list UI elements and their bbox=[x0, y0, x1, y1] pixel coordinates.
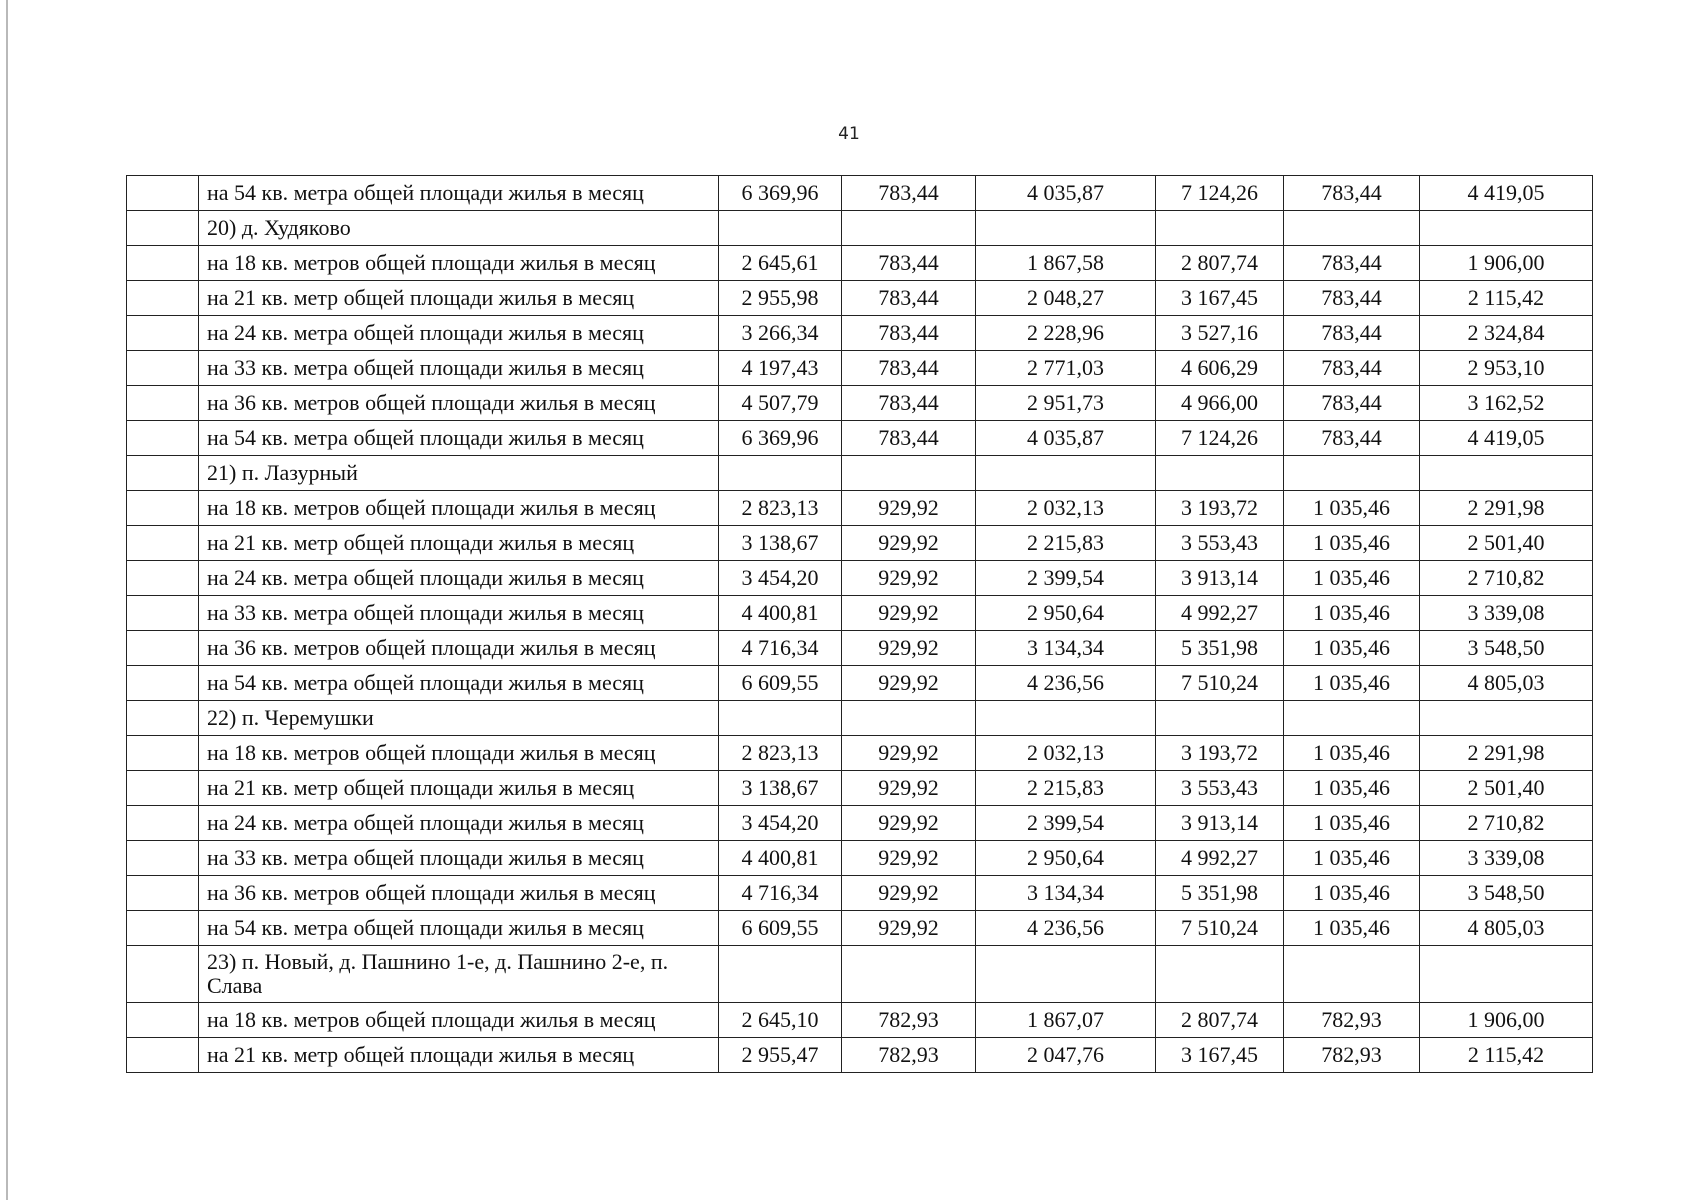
value-cell-col4: 3 553,43 bbox=[1156, 526, 1284, 561]
value-cell-col6: 4 419,05 bbox=[1420, 176, 1593, 211]
value-cell-col5: 1 035,46 bbox=[1284, 841, 1420, 876]
index-cell bbox=[127, 456, 199, 491]
value-cell-col6: 2 953,10 bbox=[1420, 351, 1593, 386]
value-cell-col5 bbox=[1284, 701, 1420, 736]
area-norm-cell: на 18 кв. метров общей площади жилья в месяц bbox=[199, 736, 719, 771]
value-cell-col1: 2 955,47 bbox=[719, 1038, 842, 1073]
value-cell-col2 bbox=[842, 701, 976, 736]
value-cell-col1: 6 609,55 bbox=[719, 911, 842, 946]
table-row bbox=[127, 351, 1593, 386]
value-cell-col2: 929,92 bbox=[842, 491, 976, 526]
value-cell-col5: 1 035,46 bbox=[1284, 911, 1420, 946]
value-cell-col5: 1 035,46 bbox=[1284, 491, 1420, 526]
value-cell-col4: 3 167,45 bbox=[1156, 1038, 1284, 1073]
value-cell-col1: 2 645,10 bbox=[719, 1003, 842, 1038]
value-cell-col3: 2 215,83 bbox=[976, 526, 1156, 561]
value-cell-col3: 2 047,76 bbox=[976, 1038, 1156, 1073]
value-cell-col5: 782,93 bbox=[1284, 1038, 1420, 1073]
value-cell-col5: 1 035,46 bbox=[1284, 526, 1420, 561]
value-cell-col5 bbox=[1284, 946, 1420, 1003]
value-cell-col1: 6 369,96 bbox=[719, 176, 842, 211]
value-cell-col1: 2 823,13 bbox=[719, 491, 842, 526]
value-cell-col6: 1 906,00 bbox=[1420, 1003, 1593, 1038]
value-cell-col3: 2 215,83 bbox=[976, 771, 1156, 806]
value-cell-col3: 4 236,56 bbox=[976, 666, 1156, 701]
value-cell-col6 bbox=[1420, 946, 1593, 1003]
value-cell-col5: 783,44 bbox=[1284, 386, 1420, 421]
page-number: 41 bbox=[838, 124, 860, 144]
table-row bbox=[127, 736, 1593, 771]
value-cell-col5 bbox=[1284, 211, 1420, 246]
area-norm-cell: на 54 кв. метра общей площади жилья в месяц bbox=[199, 911, 719, 946]
area-norm-cell: на 36 кв. метров общей площади жилья в месяц bbox=[199, 876, 719, 911]
index-cell bbox=[127, 876, 199, 911]
value-cell-col3: 2 399,54 bbox=[976, 561, 1156, 596]
value-cell-col5: 782,93 bbox=[1284, 1003, 1420, 1038]
area-norm-cell: на 24 кв. метра общей площади жилья в месяц bbox=[199, 561, 719, 596]
value-cell-col6 bbox=[1420, 456, 1593, 491]
index-cell bbox=[127, 491, 199, 526]
value-cell-col5: 1 035,46 bbox=[1284, 596, 1420, 631]
area-norm-cell: на 54 кв. метра общей площади жилья в месяц bbox=[199, 176, 719, 211]
value-cell-col6: 2 115,42 bbox=[1420, 281, 1593, 316]
index-cell bbox=[127, 1003, 199, 1038]
value-cell-col2: 929,92 bbox=[842, 596, 976, 631]
table-row bbox=[127, 246, 1593, 281]
table-row bbox=[127, 421, 1593, 456]
tariff-table-body bbox=[127, 176, 1593, 1073]
index-cell bbox=[127, 526, 199, 561]
value-cell-col5: 1 035,46 bbox=[1284, 666, 1420, 701]
value-cell-col5: 1 035,46 bbox=[1284, 736, 1420, 771]
value-cell-col4: 4 966,00 bbox=[1156, 386, 1284, 421]
value-cell-col3: 1 867,07 bbox=[976, 1003, 1156, 1038]
value-cell-col5: 1 035,46 bbox=[1284, 561, 1420, 596]
group-header-row bbox=[127, 946, 1593, 1003]
value-cell-col6: 3 339,08 bbox=[1420, 841, 1593, 876]
index-cell bbox=[127, 351, 199, 386]
area-norm-cell: на 36 кв. метров общей площади жилья в месяц bbox=[199, 386, 719, 421]
settlement-name-cell: 22) п. Черемушки bbox=[199, 701, 719, 736]
value-cell-col1 bbox=[719, 456, 842, 491]
value-cell-col2: 929,92 bbox=[842, 631, 976, 666]
value-cell-col4: 3 193,72 bbox=[1156, 491, 1284, 526]
value-cell-col3: 2 032,13 bbox=[976, 736, 1156, 771]
index-cell bbox=[127, 701, 199, 736]
value-cell-col4: 4 992,27 bbox=[1156, 596, 1284, 631]
value-cell-col5: 783,44 bbox=[1284, 316, 1420, 351]
value-cell-col6: 2 291,98 bbox=[1420, 736, 1593, 771]
value-cell-col4: 3 913,14 bbox=[1156, 561, 1284, 596]
value-cell-col1: 3 138,67 bbox=[719, 526, 842, 561]
index-cell bbox=[127, 806, 199, 841]
value-cell-col5: 1 035,46 bbox=[1284, 806, 1420, 841]
value-cell-col5: 783,44 bbox=[1284, 246, 1420, 281]
value-cell-col3: 3 134,34 bbox=[976, 631, 1156, 666]
index-cell bbox=[127, 316, 199, 351]
value-cell-col2: 929,92 bbox=[842, 806, 976, 841]
group-header-row bbox=[127, 456, 1593, 491]
value-cell-col3: 4 236,56 bbox=[976, 911, 1156, 946]
index-cell bbox=[127, 281, 199, 316]
value-cell-col1 bbox=[719, 946, 842, 1003]
value-cell-col1: 6 369,96 bbox=[719, 421, 842, 456]
index-cell bbox=[127, 561, 199, 596]
value-cell-col4: 3 553,43 bbox=[1156, 771, 1284, 806]
area-norm-cell: на 33 кв. метра общей площади жилья в месяц bbox=[199, 841, 719, 876]
index-cell bbox=[127, 841, 199, 876]
settlement-name-cell: 23) п. Новый, д. Пашнино 1-е, д. Пашнино 2-е, п. Слава bbox=[199, 946, 719, 1003]
value-cell-col2: 929,92 bbox=[842, 876, 976, 911]
table-row bbox=[127, 1038, 1593, 1073]
value-cell-col1: 2 645,61 bbox=[719, 246, 842, 281]
table-row bbox=[127, 806, 1593, 841]
value-cell-col2: 783,44 bbox=[842, 316, 976, 351]
table-row bbox=[127, 281, 1593, 316]
value-cell-col3: 2 950,64 bbox=[976, 841, 1156, 876]
index-cell bbox=[127, 211, 199, 246]
value-cell-col5: 1 035,46 bbox=[1284, 876, 1420, 911]
value-cell-col6: 2 710,82 bbox=[1420, 806, 1593, 841]
settlement-name-cell: 21) п. Лазурный bbox=[199, 456, 719, 491]
value-cell-col2: 783,44 bbox=[842, 386, 976, 421]
table-row bbox=[127, 771, 1593, 806]
value-cell-col4: 2 807,74 bbox=[1156, 1003, 1284, 1038]
value-cell-col1: 3 266,34 bbox=[719, 316, 842, 351]
group-header-row bbox=[127, 211, 1593, 246]
index-cell bbox=[127, 666, 199, 701]
value-cell-col2 bbox=[842, 211, 976, 246]
index-cell bbox=[127, 246, 199, 281]
value-cell-col5: 1 035,46 bbox=[1284, 631, 1420, 666]
value-cell-col2 bbox=[842, 456, 976, 491]
value-cell-col4: 3 193,72 bbox=[1156, 736, 1284, 771]
value-cell-col1 bbox=[719, 211, 842, 246]
value-cell-col6: 4 805,03 bbox=[1420, 911, 1593, 946]
area-norm-cell: на 54 кв. метра общей площади жилья в месяц bbox=[199, 421, 719, 456]
value-cell-col5: 783,44 bbox=[1284, 421, 1420, 456]
settlement-name-cell: 20) д. Худяково bbox=[199, 211, 719, 246]
value-cell-col1: 6 609,55 bbox=[719, 666, 842, 701]
value-cell-col4: 7 510,24 bbox=[1156, 666, 1284, 701]
value-cell-col6: 2 291,98 bbox=[1420, 491, 1593, 526]
value-cell-col6: 3 339,08 bbox=[1420, 596, 1593, 631]
value-cell-col4 bbox=[1156, 211, 1284, 246]
value-cell-col5: 1 035,46 bbox=[1284, 771, 1420, 806]
table-row bbox=[127, 631, 1593, 666]
value-cell-col1: 3 454,20 bbox=[719, 561, 842, 596]
value-cell-col6 bbox=[1420, 701, 1593, 736]
value-cell-col2: 929,92 bbox=[842, 666, 976, 701]
index-cell bbox=[127, 1038, 199, 1073]
value-cell-col5 bbox=[1284, 456, 1420, 491]
value-cell-col4: 2 807,74 bbox=[1156, 246, 1284, 281]
value-cell-col3: 3 134,34 bbox=[976, 876, 1156, 911]
area-norm-cell: на 33 кв. метра общей площади жилья в месяц bbox=[199, 596, 719, 631]
value-cell-col4: 7 510,24 bbox=[1156, 911, 1284, 946]
value-cell-col2: 783,44 bbox=[842, 421, 976, 456]
value-cell-col3 bbox=[976, 211, 1156, 246]
value-cell-col6 bbox=[1420, 211, 1593, 246]
value-cell-col3: 2 032,13 bbox=[976, 491, 1156, 526]
value-cell-col5: 783,44 bbox=[1284, 176, 1420, 211]
value-cell-col2: 782,93 bbox=[842, 1003, 976, 1038]
area-norm-cell: на 24 кв. метра общей площади жилья в месяц bbox=[199, 806, 719, 841]
value-cell-col3 bbox=[976, 456, 1156, 491]
table-row bbox=[127, 666, 1593, 701]
value-cell-col2: 783,44 bbox=[842, 246, 976, 281]
value-cell-col2: 929,92 bbox=[842, 736, 976, 771]
value-cell-col5: 783,44 bbox=[1284, 281, 1420, 316]
area-norm-cell: на 21 кв. метр общей площади жилья в месяц bbox=[199, 1038, 719, 1073]
table-row bbox=[127, 876, 1593, 911]
area-norm-cell: на 18 кв. метров общей площади жилья в месяц bbox=[199, 491, 719, 526]
index-cell bbox=[127, 946, 199, 1003]
value-cell-col3: 4 035,87 bbox=[976, 176, 1156, 211]
area-norm-cell: на 24 кв. метра общей площади жилья в месяц bbox=[199, 316, 719, 351]
table-row bbox=[127, 561, 1593, 596]
value-cell-col2: 929,92 bbox=[842, 841, 976, 876]
value-cell-col4: 3 913,14 bbox=[1156, 806, 1284, 841]
area-norm-cell: на 33 кв. метра общей площади жилья в месяц bbox=[199, 351, 719, 386]
index-cell bbox=[127, 386, 199, 421]
value-cell-col2: 783,44 bbox=[842, 176, 976, 211]
value-cell-col6: 2 324,84 bbox=[1420, 316, 1593, 351]
value-cell-col4: 3 167,45 bbox=[1156, 281, 1284, 316]
scan-edge-line bbox=[6, 0, 8, 1200]
value-cell-col1: 2 955,98 bbox=[719, 281, 842, 316]
value-cell-col4: 4 606,29 bbox=[1156, 351, 1284, 386]
value-cell-col3 bbox=[976, 946, 1156, 1003]
value-cell-col3: 1 867,58 bbox=[976, 246, 1156, 281]
value-cell-col1: 4 197,43 bbox=[719, 351, 842, 386]
value-cell-col4: 7 124,26 bbox=[1156, 421, 1284, 456]
index-cell bbox=[127, 911, 199, 946]
value-cell-col1: 4 507,79 bbox=[719, 386, 842, 421]
index-cell bbox=[127, 176, 199, 211]
value-cell-col1: 4 716,34 bbox=[719, 876, 842, 911]
value-cell-col6: 3 548,50 bbox=[1420, 876, 1593, 911]
value-cell-col1: 2 823,13 bbox=[719, 736, 842, 771]
area-norm-cell: на 21 кв. метр общей площади жилья в месяц bbox=[199, 526, 719, 561]
group-header-row bbox=[127, 701, 1593, 736]
value-cell-col1: 3 454,20 bbox=[719, 806, 842, 841]
value-cell-col2: 929,92 bbox=[842, 561, 976, 596]
value-cell-col4: 7 124,26 bbox=[1156, 176, 1284, 211]
value-cell-col6: 2 501,40 bbox=[1420, 526, 1593, 561]
table-row bbox=[127, 596, 1593, 631]
value-cell-col2: 783,44 bbox=[842, 281, 976, 316]
value-cell-col6: 3 548,50 bbox=[1420, 631, 1593, 666]
value-cell-col3: 2 771,03 bbox=[976, 351, 1156, 386]
value-cell-col6: 2 710,82 bbox=[1420, 561, 1593, 596]
value-cell-col1: 4 400,81 bbox=[719, 841, 842, 876]
value-cell-col2 bbox=[842, 946, 976, 1003]
value-cell-col6: 4 805,03 bbox=[1420, 666, 1593, 701]
value-cell-col3: 2 950,64 bbox=[976, 596, 1156, 631]
area-norm-cell: на 18 кв. метров общей площади жилья в месяц bbox=[199, 246, 719, 281]
table-row bbox=[127, 1003, 1593, 1038]
value-cell-col6: 2 115,42 bbox=[1420, 1038, 1593, 1073]
value-cell-col6: 4 419,05 bbox=[1420, 421, 1593, 456]
index-cell bbox=[127, 771, 199, 806]
area-norm-cell: на 21 кв. метр общей площади жилья в месяц bbox=[199, 281, 719, 316]
value-cell-col3: 2 399,54 bbox=[976, 806, 1156, 841]
value-cell-col2: 782,93 bbox=[842, 1038, 976, 1073]
table-row bbox=[127, 911, 1593, 946]
value-cell-col1: 4 716,34 bbox=[719, 631, 842, 666]
area-norm-cell: на 18 кв. метров общей площади жилья в месяц bbox=[199, 1003, 719, 1038]
value-cell-col2: 929,92 bbox=[842, 771, 976, 806]
table-row bbox=[127, 526, 1593, 561]
value-cell-col1: 4 400,81 bbox=[719, 596, 842, 631]
table-row bbox=[127, 316, 1593, 351]
value-cell-col4 bbox=[1156, 701, 1284, 736]
value-cell-col1 bbox=[719, 701, 842, 736]
value-cell-col4: 3 527,16 bbox=[1156, 316, 1284, 351]
index-cell bbox=[127, 596, 199, 631]
table-row bbox=[127, 386, 1593, 421]
tariff-table bbox=[126, 175, 1593, 1073]
value-cell-col3: 2 228,96 bbox=[976, 316, 1156, 351]
value-cell-col3 bbox=[976, 701, 1156, 736]
value-cell-col6: 1 906,00 bbox=[1420, 246, 1593, 281]
value-cell-col4: 5 351,98 bbox=[1156, 876, 1284, 911]
value-cell-col6: 3 162,52 bbox=[1420, 386, 1593, 421]
index-cell bbox=[127, 421, 199, 456]
value-cell-col4: 5 351,98 bbox=[1156, 631, 1284, 666]
table-row bbox=[127, 841, 1593, 876]
value-cell-col2: 929,92 bbox=[842, 526, 976, 561]
value-cell-col4: 4 992,27 bbox=[1156, 841, 1284, 876]
value-cell-col3: 2 048,27 bbox=[976, 281, 1156, 316]
table-row bbox=[127, 491, 1593, 526]
value-cell-col4 bbox=[1156, 946, 1284, 1003]
table-row bbox=[127, 176, 1593, 211]
value-cell-col6: 2 501,40 bbox=[1420, 771, 1593, 806]
value-cell-col1: 3 138,67 bbox=[719, 771, 842, 806]
value-cell-col2: 929,92 bbox=[842, 911, 976, 946]
value-cell-col3: 4 035,87 bbox=[976, 421, 1156, 456]
area-norm-cell: на 21 кв. метр общей площади жилья в месяц bbox=[199, 771, 719, 806]
value-cell-col3: 2 951,73 bbox=[976, 386, 1156, 421]
value-cell-col4 bbox=[1156, 456, 1284, 491]
value-cell-col2: 783,44 bbox=[842, 351, 976, 386]
area-norm-cell: на 54 кв. метра общей площади жилья в месяц bbox=[199, 666, 719, 701]
index-cell bbox=[127, 631, 199, 666]
index-cell bbox=[127, 736, 199, 771]
value-cell-col5: 783,44 bbox=[1284, 351, 1420, 386]
area-norm-cell: на 36 кв. метров общей площади жилья в месяц bbox=[199, 631, 719, 666]
